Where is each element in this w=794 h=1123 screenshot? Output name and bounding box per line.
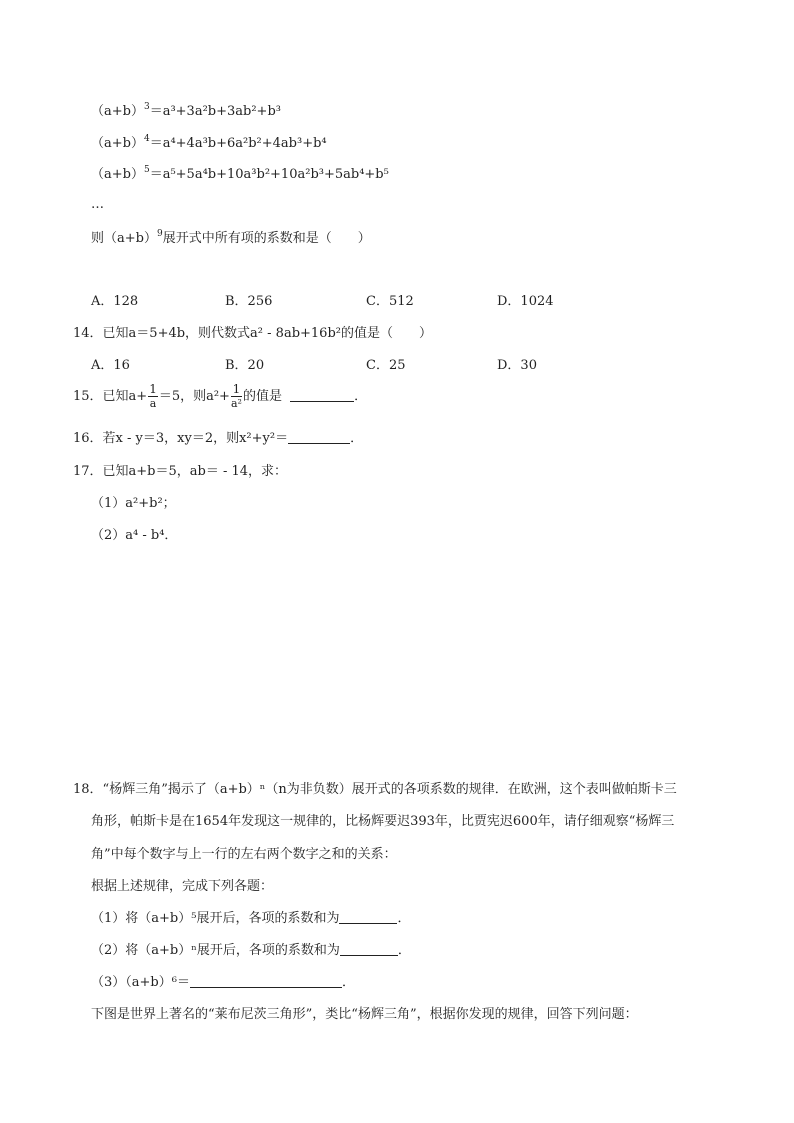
q13-option-a[interactable]: A．128 bbox=[91, 294, 139, 309]
q13-option-b[interactable]: B．256 bbox=[225, 294, 273, 309]
q15-post: 的值是 bbox=[242, 389, 282, 404]
fraction-numerator: 1 bbox=[149, 382, 157, 396]
expansion-rhs: ＝a³+3a²b+3ab²+b³ bbox=[149, 104, 281, 119]
q18-leibniz-intro: 下图是世界上著名的“莱布尼茨三角形”，类比“杨辉三角”，根据你发现的规律，回答下列问题： bbox=[91, 1007, 638, 1022]
q16-pre: 16．若x - y＝3，xy＝2，则x²+y²＝ bbox=[73, 431, 289, 446]
fraction-denominator: a² bbox=[230, 397, 242, 410]
q18-sub-1 bbox=[91, 910, 410, 928]
expansion-exponent: 5 bbox=[143, 165, 150, 175]
expansion-fourth bbox=[91, 135, 327, 153]
expansion-exponent: 3 bbox=[143, 102, 150, 112]
q18-line-4: 根据上述规律，完成下列各题： bbox=[91, 879, 274, 894]
q18-sub-1-blank[interactable] bbox=[339, 910, 397, 924]
expansion-lhs: （a+b） bbox=[91, 104, 144, 119]
q15-question bbox=[73, 382, 367, 412]
q18-sub-3 bbox=[91, 974, 355, 992]
q15-pre: 15．已知a+ bbox=[73, 389, 148, 404]
q18-sub-2-blank[interactable] bbox=[340, 942, 398, 956]
expansion-rhs: ＝a⁴+4a³b+6a²b²+4ab³+b⁴ bbox=[149, 136, 327, 151]
q13-question-pre: 则（a+b） bbox=[91, 231, 157, 246]
expansion-cube bbox=[91, 103, 281, 121]
q18-sub-3-end: ． bbox=[341, 975, 355, 990]
expansion-lhs: （a+b） bbox=[91, 136, 144, 151]
q18-line-3: 角”中每个数字与上一行的左右两个数字之和的关系： bbox=[91, 847, 397, 862]
q13-question-exponent: 9 bbox=[156, 229, 163, 239]
q18-line-2: 角形，帕斯卡是在1654年发现这一规律的，比杨辉要迟393年，比贾宪迟600年，请仔细观察“杨辉三 bbox=[91, 814, 675, 829]
q13-question-post: 展开式中所有项的系数和是（ ） bbox=[162, 231, 371, 246]
expansion-exponent: 4 bbox=[143, 134, 150, 144]
expansion-rhs: ＝a⁵+5a⁴b+10a³b²+10a²b³+5ab⁴+b⁵ bbox=[149, 167, 389, 182]
q18-sub-2-text: （2）将（a+b）ⁿ展开后，各项的系数和为 bbox=[91, 943, 340, 958]
q15-mid: ＝5，则a²+ bbox=[158, 389, 230, 404]
q15-fraction-1 bbox=[148, 383, 158, 410]
q16-answer-blank[interactable] bbox=[288, 430, 350, 444]
q17-part-2: （2）a⁴ - b⁴． bbox=[91, 528, 178, 543]
q15-answer-blank[interactable] bbox=[290, 388, 354, 402]
q17-part-1: （1）a²+b²； bbox=[91, 496, 176, 511]
q14-question: 14．已知a＝5+4b，则代数式a² - 8ab+16b²的值是（ ） bbox=[73, 326, 432, 341]
q13-question bbox=[91, 230, 371, 248]
q13-option-d[interactable]: D．1024 bbox=[497, 294, 554, 309]
fraction-denominator: a bbox=[149, 397, 157, 410]
q18-sub-2 bbox=[91, 942, 411, 960]
expansion-lhs: （a+b） bbox=[91, 167, 144, 182]
q18-sub-3-blank[interactable] bbox=[190, 974, 342, 988]
q16-question bbox=[73, 430, 363, 448]
q18-sub-1-end: ． bbox=[397, 911, 411, 926]
q14-option-c[interactable]: C．25 bbox=[366, 358, 406, 373]
q14-option-b[interactable]: B．20 bbox=[225, 358, 265, 373]
q13-option-c[interactable]: C．512 bbox=[366, 294, 414, 309]
q18-sub-3-text: （3）（a+b）⁶＝ bbox=[91, 975, 190, 990]
expansion-fifth bbox=[91, 166, 389, 184]
q15-fraction-2 bbox=[231, 383, 242, 410]
q18-sub-1-text: （1）将（a+b）⁵展开后，各项的系数和为 bbox=[91, 911, 340, 926]
q18-sub-2-end: ． bbox=[397, 943, 411, 958]
q16-end: ． bbox=[350, 431, 364, 446]
q14-option-d[interactable]: D．30 bbox=[497, 358, 537, 373]
q18-line-1: 18．“杨辉三角”揭示了（a+b）ⁿ（n为非负数）展开式的各项系数的规律．在欧洲，这个表叫做帕斯卡三 bbox=[73, 782, 677, 797]
q14-option-a[interactable]: A．16 bbox=[91, 358, 130, 373]
q15-end: ． bbox=[354, 389, 368, 404]
fraction-numerator: 1 bbox=[232, 382, 241, 396]
q17-question: 17．已知a+b＝5，ab＝ - 14，求： bbox=[73, 464, 288, 479]
ellipsis: … bbox=[91, 197, 104, 212]
